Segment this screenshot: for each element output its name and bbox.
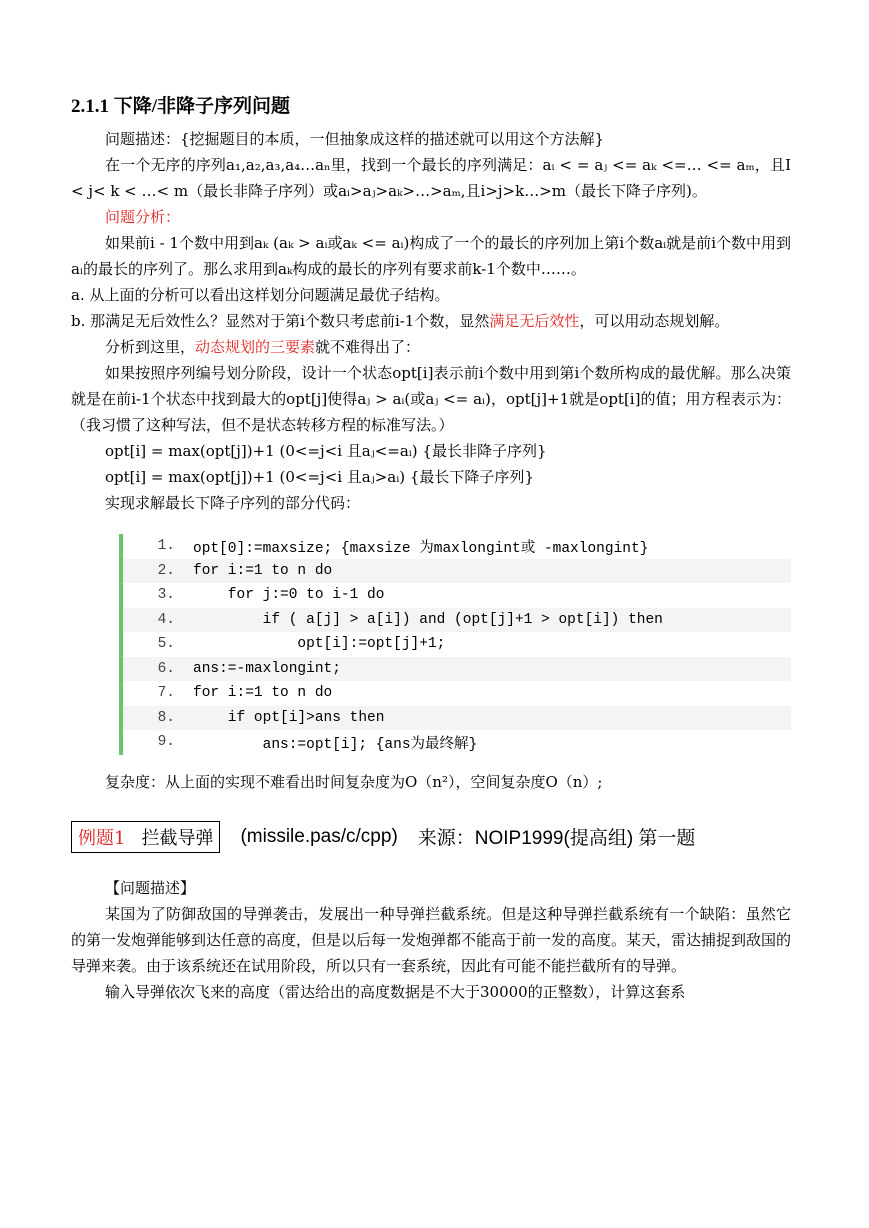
code-line-text: opt[i]:=opt[j]+1; [193, 636, 446, 653]
code-line [123, 559, 791, 584]
code-line-number: 5. [157, 636, 175, 653]
code-line-number: 8. [157, 709, 175, 726]
code-line-text: for j:=0 to i-1 do [193, 587, 385, 604]
desc-2: 输入导弹依次飞来的高度（雷达给出的高度数据是不大于30000的正整数），计算这套系 [105, 982, 686, 1001]
code-line-number: 4. [157, 611, 175, 628]
analysis-text: 如果前i - 1个数中用到aₖ (aₖ > aᵢ或aₖ <= aᵢ)构成了一个的最长的序列加上第i个数aᵢ就是前i个数中用到aᵢ的最长的序列了。那么求用到aₖ构成的最长的序列有要求前k-1个数中……。 [71, 234, 791, 278]
code-line-text: if ( a[j] > a[i]) and (opt[j]+1 > opt[i]) then [193, 611, 663, 628]
three-tail: 就不难得出了： [315, 338, 421, 356]
code-line-text: opt[0]:=maxsize; {maxsize 为maxlongint或 -maxlongint} [193, 540, 649, 557]
code-line-number: 9. [157, 734, 175, 751]
point-b-text: b. 那满足无后效性么？显然对于第i个数只考虑前i-1个数，显然 [71, 312, 490, 330]
code-line-number: 3. [157, 587, 175, 604]
complexity: 复杂度：从上面的实现不难看出时间复杂度为O（n²），空间复杂度O（n）; [105, 772, 603, 791]
code-intro: 实现求解最长下降子序列的部分代码： [105, 494, 361, 512]
point-b-highlight: 满足无后效性 [489, 312, 580, 330]
code-line [123, 583, 791, 608]
code-line [123, 657, 791, 682]
stage-text: 如果按照序列编号划分阶段，设计一个状态opt[i]表示前i个数中用到第i个数所构成的最优解。那么决策就是在前i-1个状态中找到最大的opt[j]使得aⱼ > aᵢ(或aⱼ <= aᵢ)，opt[j]+1就是opt[i]的值；用方程表示为：（我习惯了这种写法，但不是状态转移方程的标准写法。） [71, 364, 791, 434]
code-line-number: 1. [157, 538, 175, 555]
three-highlight: 动态规划的三要素 [195, 338, 316, 356]
document-page [71, 94, 791, 1005]
code-line-number: 2. [157, 562, 175, 579]
formula-1: opt[i] = max(opt[j])+1 (0<=j<i 且aⱼ<=aᵢ) {最长非降子序列} [105, 442, 547, 460]
point-a: a. 从上面的分析可以看出这样划分问题满足最优子结构。 [71, 286, 450, 304]
example-name: 拦截导弹 [141, 827, 214, 849]
problem-text: 在一个无序的序列a₁,a₂,a₃,a₄…aₙ里，找到一个最长的序列满足：aᵢ < = aⱼ <= aₖ <=… <= aₘ，且I < j< k < …< m（最长非降子序列）或aᵢ>aⱼ>aₖ>…>aₘ,且i>j>k…>m（最长下降子序列)。 [71, 156, 791, 200]
code-line-text: if opt[i]>ans then [193, 709, 385, 726]
section-heading: 2.1.1 下降/非降子序列问题 [71, 96, 291, 117]
point-b [71, 308, 791, 334]
code-line-number: 6. [157, 660, 175, 677]
three-text: 分析到这里， [105, 338, 196, 356]
code-line [123, 632, 791, 657]
code-line-text: ans:=opt[i]; {ans为最终解} [193, 736, 478, 753]
three-elements [71, 334, 791, 360]
point-b-tail: ，可以用动态规划解。 [579, 312, 730, 330]
desc-1: 某国为了防御敌国的导弹袭击，发展出一种导弹拦截系统。但是这种导弹拦截系统有一个缺陷：虽然它的第一发炮弹能够到达任意的高度，但是以后每一发炮弹都不能高于前一发的高度。某天，雷达捕捉到敌国的导弹来袭。由于该系统还在试用阶段，所以只有一套系统，因此有可能不能拦截所有的导弹。 [71, 904, 792, 975]
code-line [123, 681, 791, 706]
problem-desc: 问题描述：{挖掘题目的本质，一但抽象成这样的描述就可以用这个方法解} [105, 130, 605, 148]
formula-2: opt[i] = max(opt[j])+1 (0<=j<i 且aⱼ>aᵢ) {最长下降子序列} [105, 468, 534, 486]
example-title-line [71, 821, 791, 853]
code-line-text: for i:=1 to n do [193, 685, 333, 702]
example-source: 来源：NOIP1999(提高组) 第一题 [417, 828, 696, 849]
code-line-number: 7. [157, 685, 175, 702]
code-line [123, 534, 791, 559]
desc-title: 【问题描述】 [105, 878, 196, 897]
code-block [119, 534, 791, 755]
code-line-text: ans:=-maxlongint; [193, 660, 341, 677]
example-label: 例题1 [78, 827, 126, 849]
code-line [123, 608, 791, 633]
code-line-text: for i:=1 to n do [193, 562, 333, 579]
code-line [123, 706, 791, 731]
analysis-title: 问题分析： [105, 208, 181, 226]
example-label-box [71, 821, 220, 853]
example-file: (missile.pas/c/cpp) [240, 825, 398, 847]
code-line [123, 730, 791, 755]
